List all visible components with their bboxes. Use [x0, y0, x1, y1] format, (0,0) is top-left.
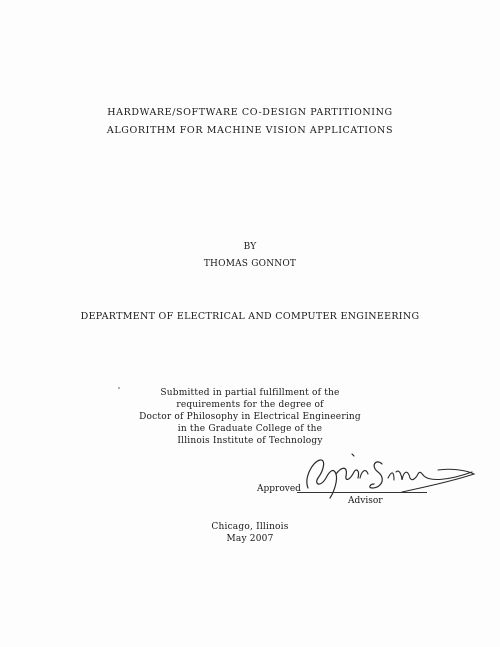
scan-speck [118, 387, 120, 389]
author-name: THOMAS GONNOT [203, 259, 297, 269]
thesis-title-line-1: HARDWARE/SOFTWARE CO-DESIGN PARTITIONING [107, 107, 393, 118]
thesis-title-line-2: ALGORITHM FOR MACHINE VISION APPLICATIONS [106, 125, 394, 136]
submission-line-4: in the Graduate College of the [177, 424, 323, 434]
place-text: Chicago, Illinois [211, 522, 289, 532]
submission-line-5: Illinois Institute of Technology [177, 436, 323, 446]
submission-line-3: Doctor of Philosophy in Electrical Engineering [139, 412, 361, 422]
by-label: BY [243, 242, 257, 252]
signature-line [297, 492, 427, 493]
submission-line-2: requirements for the degree of [176, 400, 324, 410]
department-name: DEPARTMENT OF ELECTRICAL AND COMPUTER ENGINEERING [80, 311, 420, 322]
submission-line-1: Submitted in partial fulfillment of the [160, 388, 340, 398]
date-text: May 2007 [226, 534, 274, 544]
advisor-label: Advisor [348, 496, 383, 506]
advisor-signature [290, 448, 480, 502]
approved-label: Approved [257, 484, 301, 494]
